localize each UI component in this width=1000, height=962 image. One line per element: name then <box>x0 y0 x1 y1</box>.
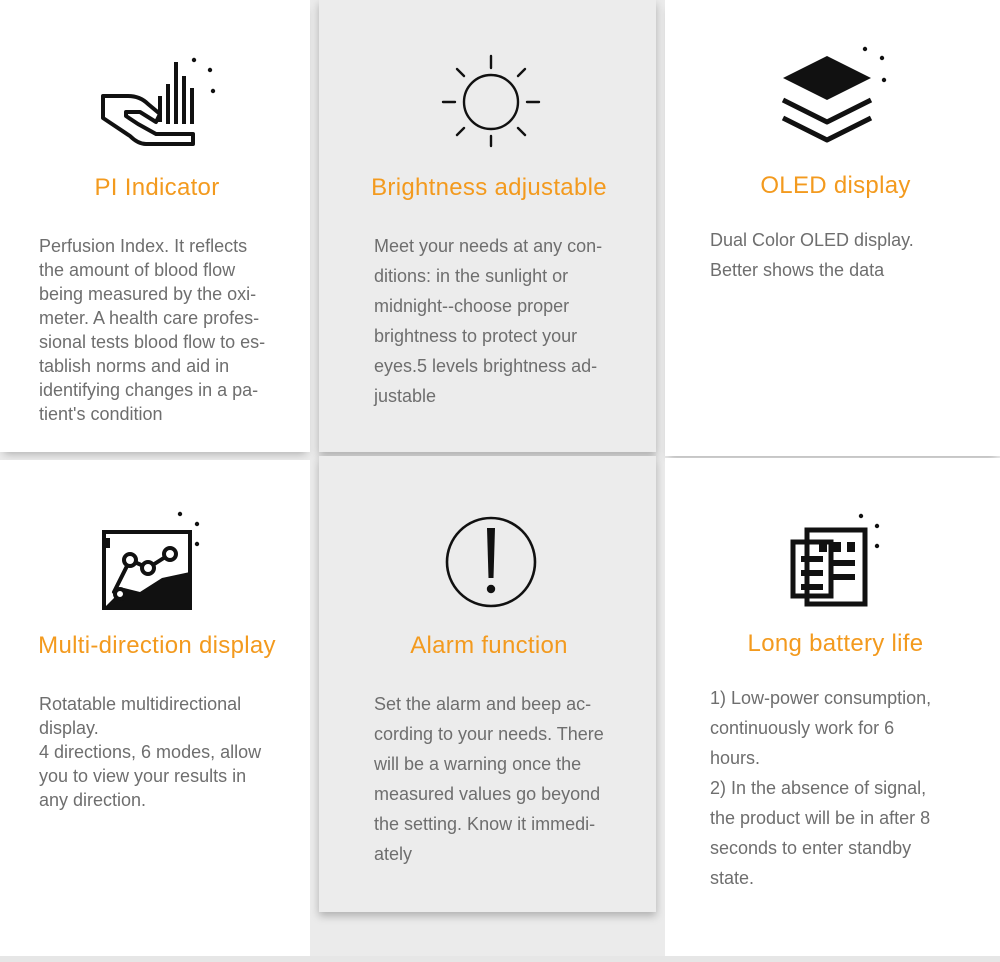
hand-signal-icon <box>98 56 222 152</box>
feature-card-multi-direction <box>0 460 310 960</box>
feature-description: Perfusion Index. It reflects the amount of blood flow being measured by the oxi- meter. A health care profes- sional tests blood flow to es- tablish norms and aid in identifying changes in a pa- tient's condition <box>39 236 266 424</box>
feature-title: OLED display <box>760 172 911 199</box>
feature-card-brightness <box>319 0 656 452</box>
feature-description: 1) Low-power consumption, continuously work for 6 hours. 2) In the absence of signal, the product will be in after 8 seconds to enter standby state. <box>710 688 932 888</box>
feature-title: Brightness adjustable <box>371 174 607 201</box>
feature-title: Multi-direction display <box>38 632 276 659</box>
layers-icon <box>777 44 895 152</box>
feature-description: Rotatable multidirectional display. 4 directions, 6 modes, allow you to view your results in any direction. <box>39 694 262 810</box>
feature-card-battery <box>665 458 1000 958</box>
chart-display-icon <box>100 510 206 614</box>
feature-description: Set the alarm and beep ac- cording to your needs. There will be a warning once the measured values go beyond the setting. Know it immedi- ately <box>374 694 604 864</box>
feature-description: Meet your needs at any con- ditions: in the sunlight or midnight--choose proper brightness to protect your eyes.5 levels brightness ad- justable <box>374 236 603 406</box>
feature-title: Alarm function <box>410 632 568 659</box>
feature-description: Dual Color OLED display. Better shows the data <box>710 230 914 280</box>
feature-card-alarm <box>319 456 656 912</box>
feature-title: Long battery life <box>747 630 924 657</box>
feature-card-pi-indicator <box>0 0 310 452</box>
bottom-divider <box>0 956 1000 962</box>
alert-icon <box>443 514 539 610</box>
feature-title: PI Indicator <box>94 174 220 201</box>
battery-icon <box>789 512 885 608</box>
sun-icon <box>439 52 543 150</box>
feature-card-oled-display <box>665 0 1000 456</box>
